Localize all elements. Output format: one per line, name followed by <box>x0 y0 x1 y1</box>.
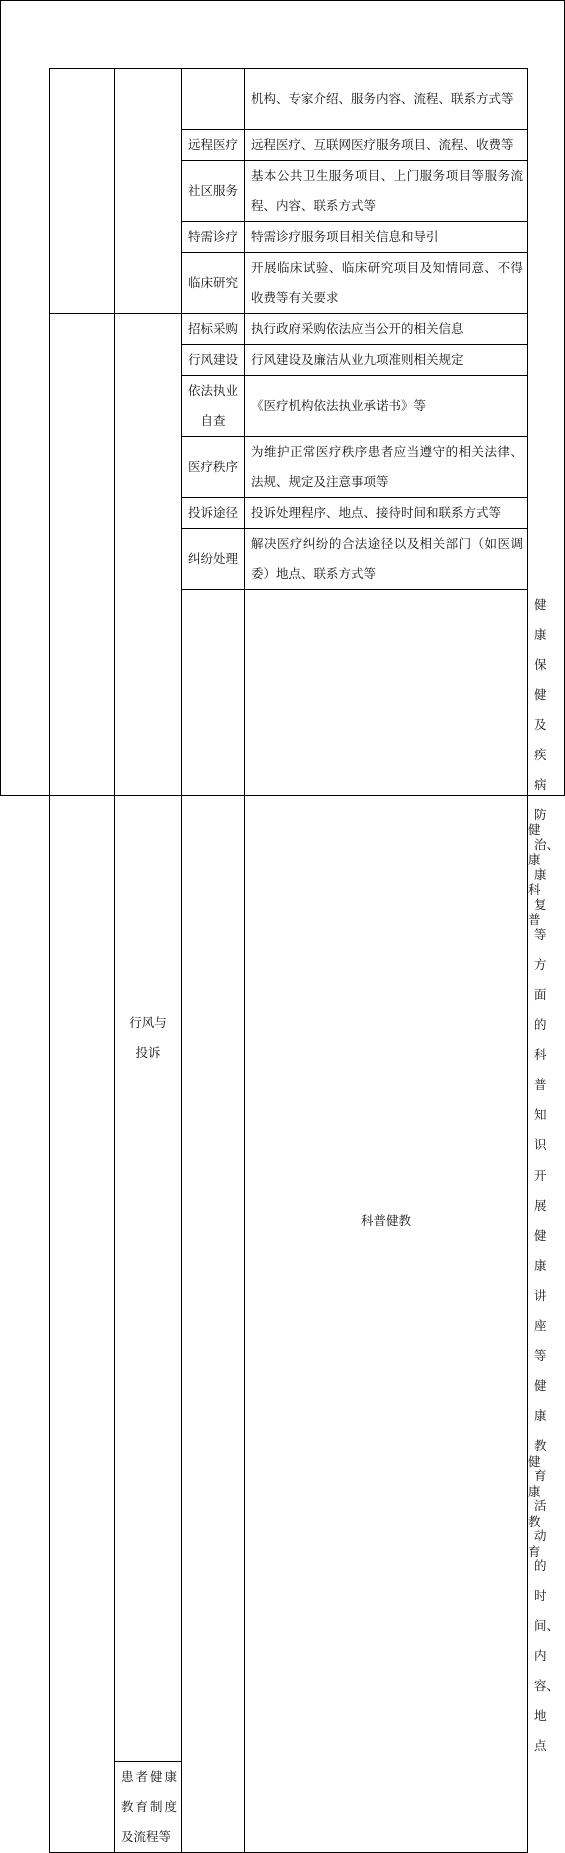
item-line2: 自查 <box>200 413 226 428</box>
item-cell: 纠纷处理 <box>182 529 245 590</box>
table-row <box>50 314 528 345</box>
content-cell: 执行政府采购依法应当公开的相关信息 <box>245 314 528 345</box>
item-cell: 临床研究 <box>182 253 245 314</box>
item-cell <box>182 376 245 437</box>
table-row: 健康教育 开展健康讲座等健康教育活动的时间、内容、地点 <box>528 1168 560 1753</box>
content-cell: 投诉处理程序、地点、接待时间和联系方式等 <box>245 498 528 529</box>
item-cell: 医疗秩序 <box>182 437 245 498</box>
item-cell: 特需诊疗 <box>182 222 245 253</box>
content-cell: 特需诊疗服务项目相关信息和导引 <box>245 222 528 253</box>
item-cell: 行风建设 <box>182 345 245 376</box>
content-cell: 解决医疗纠纷的合法途径以及相关部门（如医调委）地点、联系方式等 <box>245 529 528 590</box>
subcategory-cell <box>115 69 182 314</box>
category-cell <box>50 314 115 1853</box>
content-cell: 为维护正常医疗秩序患者应当遵守的相关法律、法规、规定及注意事项等 <box>245 437 528 498</box>
content-cell: 基本公共卫生服务项目、上门服务项目等服务流程、内容、联系方式等 <box>245 161 528 222</box>
item-cell: 社区服务 <box>182 161 245 222</box>
content-cell: 开展临床试验、临床研究项目及知情同意、不得收费等有关要求 <box>245 253 528 314</box>
content-cell: 机构、专家介绍、服务内容、流程、联系方式等 <box>245 69 528 130</box>
item-cell: 远程医疗 <box>182 130 245 161</box>
category-cell <box>182 590 245 1853</box>
subcategory-label: 科普健教 <box>245 590 528 1853</box>
item-cell: 投诉途径 <box>182 498 245 529</box>
item-cell <box>182 69 245 130</box>
table-row <box>50 69 528 130</box>
subcategory-label <box>115 314 182 1762</box>
subcategory-label-line1: 行风与 <box>129 1014 167 1030</box>
content-cell: 远程医疗、互联网医疗服务项目、流程、收费等 <box>245 130 528 161</box>
category-cell <box>50 69 115 314</box>
content-cell: 患者健康教育制度及流程等 <box>115 1762 182 1853</box>
item-line1: 依法执业 <box>187 383 238 398</box>
content-cell: 《医疗机构依法执业承诺书》等 <box>245 376 528 437</box>
table-row: 科普健教 健康科普 健康保健及疾病防治、康复等方面的科普知识 <box>50 590 528 1161</box>
item-cell: 招标采购 <box>182 314 245 345</box>
subcategory-label-line2: 投诉 <box>135 1044 161 1060</box>
disclosure-table <box>49 68 560 1853</box>
content-cell: 行风建设及廉洁从业九项准则相关规定 <box>245 345 528 376</box>
